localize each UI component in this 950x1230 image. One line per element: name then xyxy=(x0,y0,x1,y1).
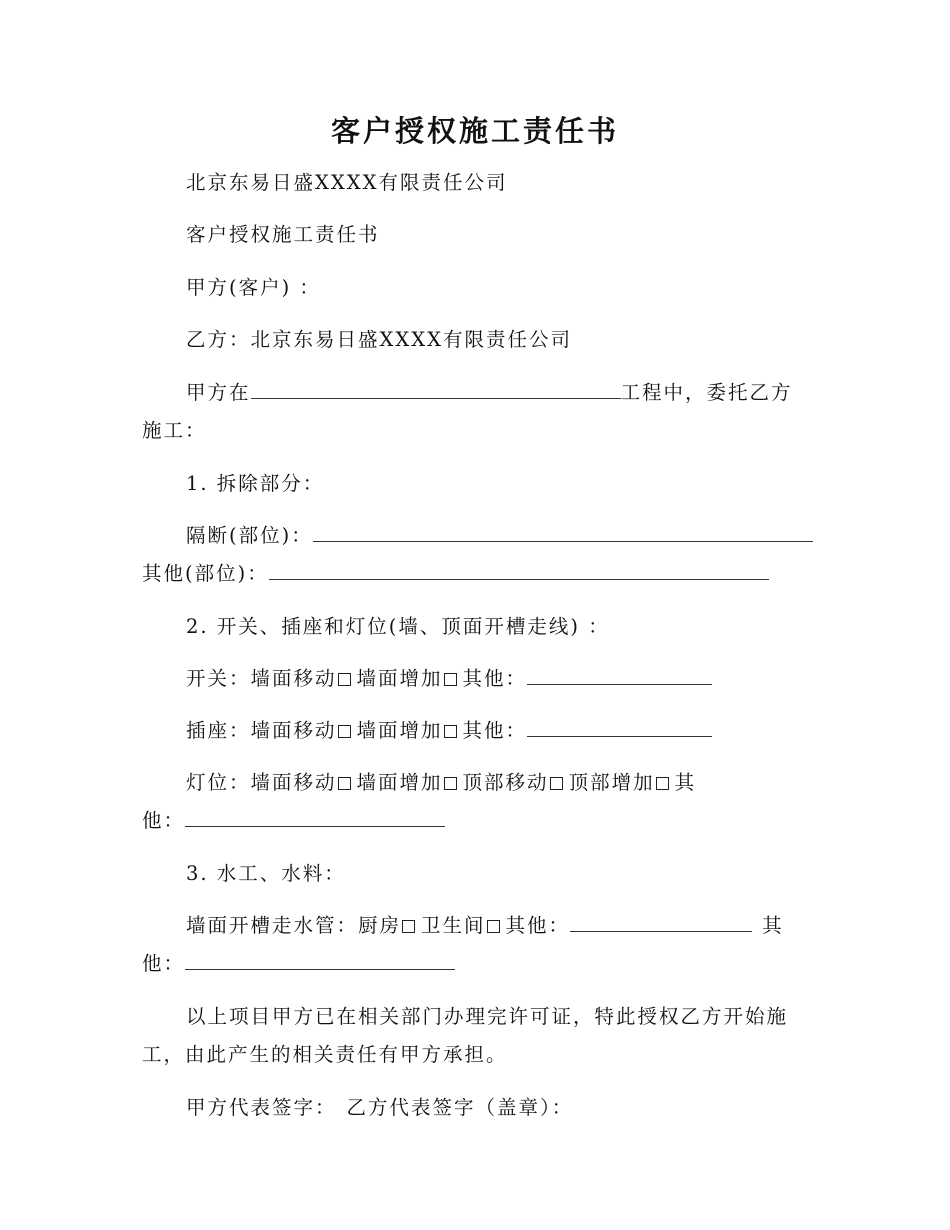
partition-label: 隔断(部位)： xyxy=(186,524,313,547)
switch-line xyxy=(186,666,712,692)
section-2-heading: 2. 开关、插座和灯位(墙、顶面开槽走线) ： xyxy=(186,615,610,638)
switch-other-blank[interactable] xyxy=(527,666,712,685)
light-label: 灯位： xyxy=(186,771,251,794)
light-top-add-checkbox[interactable] xyxy=(656,777,669,790)
party-a-signature-label: 甲方代表签字： xyxy=(186,1096,337,1119)
partition-line xyxy=(186,523,813,549)
light-top-move-checkbox[interactable] xyxy=(550,777,563,790)
switch-wall-move-label: 墙面移动 xyxy=(250,667,337,690)
subtitle-line: 客户授权施工责任书 xyxy=(186,223,380,246)
socket-other-label: 其他： xyxy=(462,719,528,742)
kitchen-label: 厨房 xyxy=(358,914,402,937)
party-b-line: 乙方：北京东易日盛XXXX有限责任公司 xyxy=(186,328,573,351)
intro-after: 工程中，委托乙方 xyxy=(620,381,793,404)
intro-line xyxy=(186,380,793,406)
water-other-2-blank[interactable] xyxy=(185,951,455,970)
light-wall-move-checkbox[interactable] xyxy=(338,777,351,790)
socket-other-blank[interactable] xyxy=(527,718,712,737)
demolition-other-blank[interactable] xyxy=(269,561,769,580)
statement-line-2: 工，由此产生的相关责任有甲方承担。 xyxy=(142,1043,508,1066)
light-wall-move-label: 墙面移动 xyxy=(250,771,337,794)
water-pipe-line xyxy=(186,913,784,939)
party-a-line: 甲方(客户) ： xyxy=(186,276,321,299)
signature-line xyxy=(186,1095,573,1121)
demolition-other-label: 其他(部位)： xyxy=(142,562,269,585)
switch-wall-move-checkbox[interactable] xyxy=(338,673,351,686)
switch-label: 开关： xyxy=(186,667,251,690)
socket-wall-move-checkbox[interactable] xyxy=(338,725,351,738)
kitchen-checkbox[interactable] xyxy=(402,920,415,933)
water-other-blank[interactable] xyxy=(570,913,752,932)
water-other-2-label: 其 xyxy=(762,914,784,937)
water-other-continuation xyxy=(142,951,455,977)
socket-line xyxy=(186,718,712,744)
socket-wall-move-label: 墙面移动 xyxy=(250,719,337,742)
water-pipe-label: 墙面开槽走水管： xyxy=(186,914,359,937)
socket-wall-add-label: 墙面增加 xyxy=(356,719,443,742)
light-other-blank[interactable] xyxy=(185,808,445,827)
intro-before: 甲方在 xyxy=(186,381,251,404)
light-line xyxy=(186,770,696,796)
statement-line-1: 以上项目甲方已在相关部门办理完许可证，特此授权乙方开始施 xyxy=(186,1005,789,1028)
demolition-other-line xyxy=(142,561,769,587)
switch-wall-add-label: 墙面增加 xyxy=(356,667,443,690)
light-wall-add-label: 墙面增加 xyxy=(356,771,443,794)
light-wall-add-checkbox[interactable] xyxy=(444,777,457,790)
company-line: 北京东易日盛XXXX有限责任公司 xyxy=(186,171,508,194)
water-other-label: 其他： xyxy=(505,914,571,937)
socket-wall-add-checkbox[interactable] xyxy=(444,725,457,738)
section-1-heading: 1. 拆除部分： xyxy=(186,472,325,495)
bathroom-checkbox[interactable] xyxy=(487,920,500,933)
partition-blank[interactable] xyxy=(313,523,813,542)
document-title: 客户授权施工责任书 xyxy=(330,114,619,148)
party-b-signature-label: 乙方代表签字（盖章）： xyxy=(346,1096,574,1119)
light-top-add-label: 顶部增加 xyxy=(568,771,655,794)
switch-wall-add-checkbox[interactable] xyxy=(444,673,457,686)
light-other-continuation xyxy=(142,808,445,834)
light-other-cont-label: 他： xyxy=(142,809,186,832)
section-3-heading: 3. 水工、水料： xyxy=(186,862,346,885)
switch-other-label: 其他： xyxy=(462,667,528,690)
light-top-move-label: 顶部移动 xyxy=(462,771,549,794)
project-name-blank[interactable] xyxy=(251,380,621,399)
bathroom-label: 卫生间 xyxy=(421,914,486,937)
water-other-cont-label: 他： xyxy=(142,952,186,975)
socket-label: 插座： xyxy=(186,719,251,742)
light-other-label: 其 xyxy=(674,771,697,794)
intro-continuation: 施工： xyxy=(142,419,207,442)
